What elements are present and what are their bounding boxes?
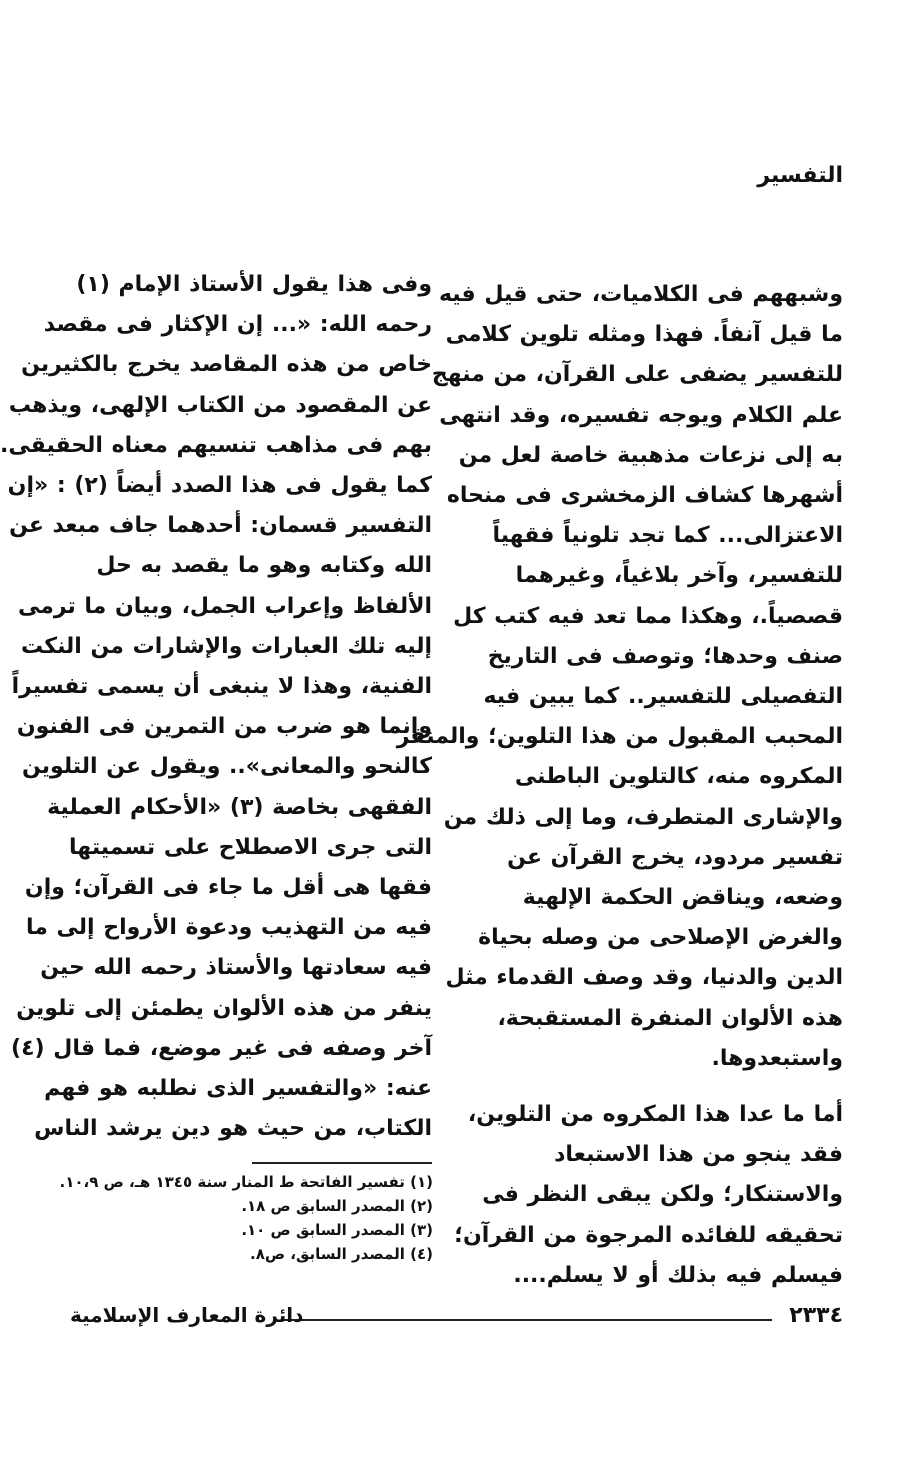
text-line: فقد ينجو من هذا الاستبعاد <box>554 1142 843 1168</box>
text-line: عن المقصود من الكتاب الإلهى، ويذهب <box>8 392 432 418</box>
paragraph-2 <box>454 1095 843 1296</box>
text-line: الله وكتابه وهو ما يقصد به حل <box>96 553 432 579</box>
page-number: ٢٣٣٤ <box>789 1303 843 1328</box>
text-line: التى جرى الاصطلاح على تسميتها <box>69 834 432 860</box>
text-line: أما ما عدا هذا المكروه من التلوين، <box>467 1102 843 1128</box>
text-line: الفنية، وهذا لا ينبغى أن يسمى تفسيراً <box>11 674 432 700</box>
left-text-column <box>0 265 432 1149</box>
text-line: فيسلم فيه بذلك أو لا يسلم.... <box>513 1262 843 1288</box>
text-line: الدين والدنيا، وقد وصف القدماء مثل <box>445 965 843 991</box>
text-line: الاعتزالى... كما تجد تلونياً فقهياً <box>492 523 843 549</box>
text-line: وإنما هو ضرب من التمرين فى الفنون <box>16 714 432 740</box>
text-line: به إلى نزعات مذهبية خاصة لعل من <box>458 442 843 468</box>
text-line: للتفسير، وآخر بلاغياً، وغيرهما <box>515 563 843 589</box>
text-line: فيه سعادتها والأستاذ رحمه الله حين <box>40 955 432 981</box>
text-line: والاستنكار؛ ولكن يبقى النظر فى <box>482 1182 843 1208</box>
publication-title: دائرة المعارف الإسلامية <box>70 1303 304 1327</box>
footnotes-block <box>59 1170 433 1266</box>
text-line: والإشارى المتطرف، وما إلى ذلك من <box>443 804 843 830</box>
text-line: المكروه منه، كالتلوين الباطنى <box>514 764 843 790</box>
text-line: تفسير مردود، يخرج القرآن عن <box>507 844 843 870</box>
text-line: الألفاظ وإعراب الجمل، وبيان ما ترمى <box>17 593 432 619</box>
text-line: المحبب المقبول من هذا التلوين؛ والمنفر <box>396 724 843 750</box>
text-line: إليه تلك العبارات والإشارات من النكت <box>20 633 432 659</box>
text-line: كالنحو والمعانى».. ويقول عن التلوين <box>21 754 432 780</box>
paragraph-1 <box>396 275 843 1079</box>
text-line: أشهرها كشاف الزمخشرى فى منحاه <box>446 483 843 509</box>
text-line: آخر وصفه فى غير موضع، فما قال (٤) <box>11 1035 432 1061</box>
text-line: وشبههم فى الكلاميات، حتى قيل فيه <box>438 282 843 307</box>
text-line: واستبعدوها. <box>711 1045 843 1071</box>
text-line: التفسير قسمان: أحدهما جاف مبعد عن <box>9 513 432 539</box>
text-line: والغرض الإصلاحى من وصله بحياة <box>478 925 843 951</box>
text-line: خاص من هذه المقاصد يخرج بالكثيرين <box>21 352 432 378</box>
text-line: ينفر من هذه الألوان يطمئن إلى تلوين <box>16 995 432 1021</box>
text-line: للتفسير يضفى على القرآن، من منهج <box>431 362 843 388</box>
text-line: صنف وحدها؛ وتوصف فى التاريخ <box>487 643 843 669</box>
footnote-1: (١) تفسير الفاتحة ط المنار سنة ١٣٤٥ هـ، ص ١٠،٩. <box>59 1173 433 1191</box>
footnote-4: (٤) المصدر السابق، ص٨. <box>249 1245 433 1263</box>
text-line: فيه من التهذيب ودعوة الأرواح إلى ما <box>25 915 432 941</box>
text-line: رحمه الله: «... إن الإكثار فى مقصد <box>43 312 432 338</box>
text-line: الكتاب، من حيث هو دين يرشد الناس <box>34 1116 432 1142</box>
paragraph-spacer <box>483 1079 843 1095</box>
running-header-title: التفسير <box>757 163 843 188</box>
text-line: قصصياً.، وهكذا مما تعد فيه كتب كل <box>453 603 843 629</box>
footnote-separator <box>252 1162 432 1164</box>
footer-divider <box>282 1319 772 1321</box>
text-line: كما يقول فى هذا الصدد أيضاً (٢) : «إن <box>7 473 432 499</box>
text-line: الفقهى بخاصة (٣) «الأحكام العملية <box>47 794 432 820</box>
text-line: تحقيقه للفائده المرجوة من القرآن؛ <box>454 1222 843 1248</box>
text-line: بهم فى مذاهب تنسيهم معناه الحقيقى. <box>0 432 432 458</box>
text-line: وفى هذا يقول الأستاذ الإمام (١) <box>76 272 432 297</box>
text-line: التفصيلى للتفسير.. كما يبين فيه <box>483 684 843 710</box>
right-text-column <box>396 275 843 1296</box>
text-line: وضعه، ويناقض الحكمة الإلهية <box>522 885 843 911</box>
text-line: ما قيل آنفاً. فهذا ومثله تلوين كلامى <box>445 322 843 348</box>
text-line: فقها هى أقل ما جاء فى القرآن؛ وإن <box>24 875 432 901</box>
text-line: علم الكلام ويوجه تفسيره، وقد انتهى <box>439 402 843 428</box>
text-line: هذه الألوان المنفرة المستقبحة، <box>497 1005 843 1031</box>
text-line: عنه: «والتفسير الذى نطلبه هو فهم <box>44 1076 432 1102</box>
footnote-2: (٢) المصدر السابق ص ١٨. <box>241 1197 433 1215</box>
footnote-3: (٣) المصدر السابق ص ١٠. <box>241 1221 433 1239</box>
